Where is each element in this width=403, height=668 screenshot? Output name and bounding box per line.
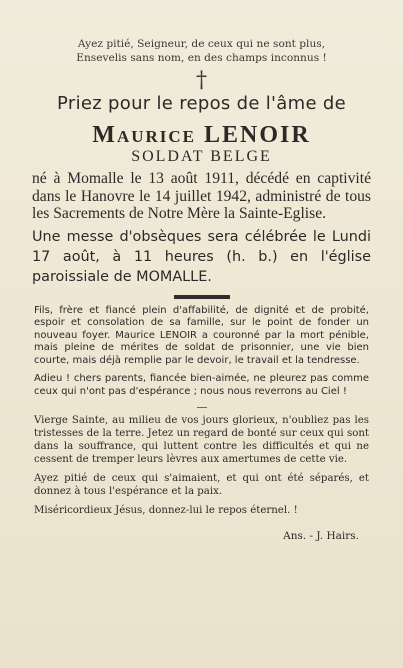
poem-verse xyxy=(30,37,373,65)
poem-line-2: Ensevelis sans nom, en des champs inconnus ! xyxy=(76,52,327,64)
farewell-paragraph: Adieu ! chers parents, fiancée bien-aimée, ne pleurez pas comme ceux qui n'ont pas d'espérance ; nous nous reverrons au Ciel ! xyxy=(34,373,369,398)
prayer-virgin: Vierge Sainte, au milieu de vos jours glorieux, n'oubliez pas les tristesses de la terre. Jetez un regard de bonté sur ceux qui sont dans la souffrance, qui luttent contre les difficultés et qui ne cessent de tremper leurs lèvres aux amertumes de cette vie. xyxy=(34,414,369,465)
tribute-paragraph: Fils, frère et fiancé plein d'affabilité, de dignité et de probité, espoir et consolation de sa famille, sur le point de fonder un nouveau foyer. Maurice LENOIR a couronné par la mort pénible, mais pleine de mérites de soldat de prisonnier, une vie bien courte, mais déjà remplie par le devoir, le travail et la tendresse. xyxy=(34,304,369,366)
prayer-mercy: Ayez pitié de ceux qui s'aimaient, et qui ont été séparés, et donnez à tous l'espérance et la paix. xyxy=(34,472,369,497)
poem-line-1: Ayez pitié, Seigneur, de ceux qui ne sont plus, xyxy=(77,38,326,50)
divider xyxy=(174,295,230,299)
deceased-title: SOLDAT BELGE xyxy=(131,148,272,165)
prayer-request: Priez pour le repos de l'âme de xyxy=(57,93,346,114)
small-divider xyxy=(197,407,207,408)
mass-announcement: Une messe d'obsèques sera célébrée le Lundi 17 août, à 11 heures (h. b.) en l'église paroissiale de MOMALLE. xyxy=(32,228,371,285)
cross-icon: † xyxy=(196,68,207,93)
biography: né à Momalle le 13 août 1911, décédé en captivité dans le Hanovre le 14 juillet 1942, administré de tous les Sacrements de Notre Mère la Sainte-Eglise. xyxy=(32,170,371,222)
prayer-jesus: Miséricordieux Jésus, donnez-lui le repos éternel. ! xyxy=(34,504,298,516)
deceased-name: Maurice LENOIR xyxy=(92,122,311,148)
printer-credit: Ans. - J. Hairs. xyxy=(283,529,359,542)
